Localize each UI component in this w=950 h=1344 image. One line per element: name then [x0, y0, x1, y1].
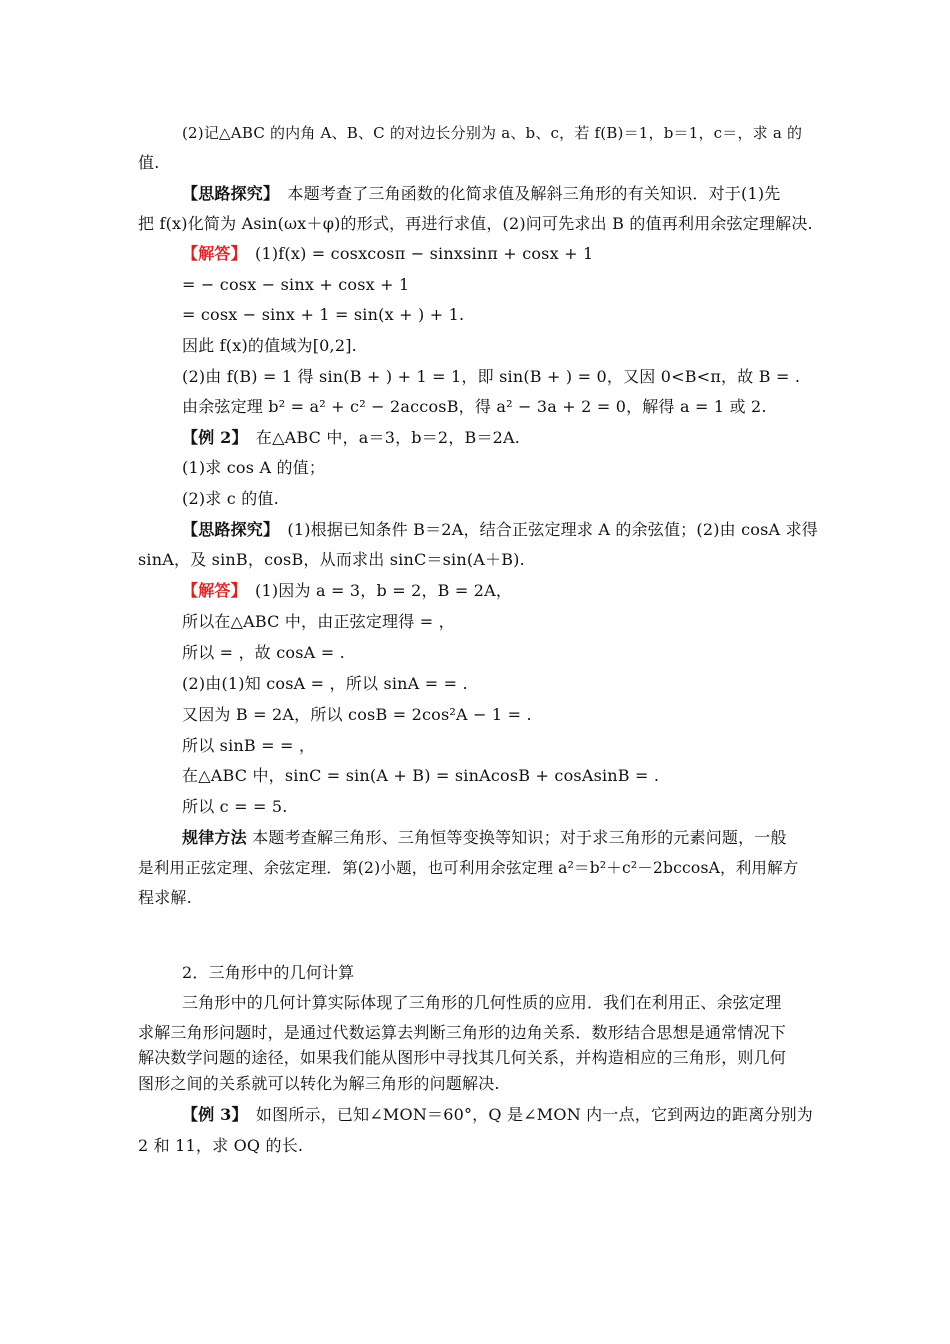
text-line: (2)记△ABC 的内角 A、B、C 的对边长分别为 a、b、c，若 f(B)＝1，b＝1，c＝，求 a 的 [182, 124, 803, 142]
example-tag: 【例 3】 [182, 1105, 240, 1124]
text-line [182, 1104, 818, 1126]
text-line: 值. [138, 153, 160, 172]
text-line: 由余弦定理 b² = a² + c² − 2accosB，得 a² − 3a + 2 = 0，解得 a = 1 或 2. [182, 397, 767, 416]
text-line: = cosx − sinx + 1 = sin(x + ) + 1. [182, 305, 465, 324]
text-span: 在△ABC 中，a＝3，b＝2，B＝2A. [239, 428, 521, 447]
text-line: sinA，及 sinB，cosB，从而求出 sinC＝sin(A＋B). [138, 550, 525, 569]
text-line: 是利用正弦定理、余弦定理．第(2)小题，也可利用余弦定理 a²＝b²＋c²－2bccosA，利用解方 [138, 859, 799, 877]
text-line [182, 243, 818, 265]
text-line: 在△ABC 中，sinC = sin(A + B) = sinAcosB + cosAsinB = . [182, 766, 660, 785]
text-line [182, 427, 818, 449]
text-span: 本题考查了三角函数的化简求值及解斜三角形的有关知识．对于(1)先 [271, 184, 781, 203]
section-tag: 【思路探究】 [182, 184, 272, 203]
text-span: 本题考查解三角形、三角恒等变换等知识；对于求三角形的元素问题，一般 [246, 828, 787, 847]
text-line: (2)由(1)知 cosA = ，所以 sinA = = . [182, 674, 468, 693]
text-line [182, 827, 818, 849]
text-line: = − cosx − sinx + cosx + 1 [182, 275, 410, 294]
text-line: 三角形中的几何计算实际体现了三角形的几何性质的应用．我们在利用正、余弦定理 [182, 993, 782, 1012]
text-line [182, 519, 818, 541]
text-line: 所以 = ，故 cosA = . [182, 643, 345, 662]
text-line: (1)求 cos A 的值； [182, 458, 326, 477]
text-span: (1)因为 a = 3，b = 2，B = 2A， [238, 581, 513, 600]
section-tag: 【思路探究】 [182, 520, 272, 539]
answer-tag: 【解答】 [182, 581, 239, 600]
text-line [182, 183, 818, 205]
text-line: 又因为 B = 2A，所以 cosB = 2cos²A − 1 = . [182, 705, 532, 724]
text-line: 程求解. [138, 888, 192, 907]
section-heading: 2．三角形中的几何计算 [182, 963, 355, 982]
text-line: 所以 c = = 5. [182, 797, 288, 816]
text-span: 如图所示，已知∠MON＝60°，Q 是∠MON 内一点，它到两边的距离分别为 [239, 1105, 813, 1124]
text-line: 求解三角形问题时，是通过代数运算去判断三角形的边角关系．数形结合思想是通常情况下 [138, 1023, 787, 1042]
text-line: 因此 f(x)的值域为[0,2]. [182, 336, 357, 355]
text-line: 2 和 11，求 OQ 的长. [138, 1136, 304, 1155]
example-tag: 【例 2】 [182, 428, 240, 447]
text-line: (2)求 c 的值. [182, 489, 279, 508]
text-span: (1)f(x) = cosxcosπ − sinxsinπ + cosx + 1 [238, 244, 594, 263]
text-line: 所以在△ABC 中，由正弦定理得 = ， [182, 612, 455, 631]
text-line: 解决数学问题的途径，如果我们能从图形中寻找其几何关系，并构造相应的三角形，则几何 [138, 1048, 787, 1067]
answer-tag: 【解答】 [182, 244, 239, 263]
text-line: (2)由 f(B) = 1 得 sin(B + ) + 1 = 1，即 sin(B + ) = 0，又因 0<B<π，故 B = . [182, 367, 801, 386]
text-line: 把 f(x)化简为 Asin(ωx＋φ)的形式，再进行求值，(2)问可先求出 B 的值再利用余弦定理解决. [138, 214, 813, 233]
text-line [182, 580, 818, 602]
text-span: (1)根据已知条件 B＝2A，结合正弦定理求 A 的余弦值；(2)由 cosA 求得 [271, 520, 818, 539]
text-line: 所以 sinB = = ， [182, 736, 316, 755]
method-tag: 规律方法 [182, 828, 247, 847]
text-line: 图形之间的关系就可以转化为解三角形的问题解决. [138, 1074, 500, 1093]
